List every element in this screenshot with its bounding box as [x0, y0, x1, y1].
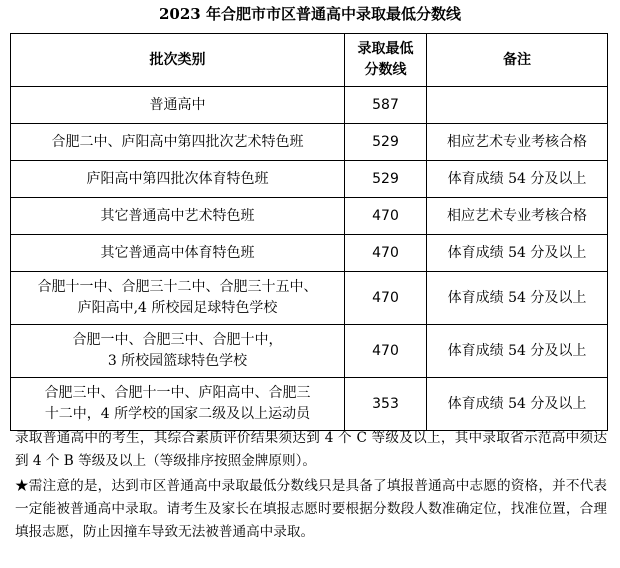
header-score: [345, 34, 427, 87]
score-cell: 353: [345, 378, 427, 431]
requirement-note: 录取普通高中的考生，其综合素质评价结果须达到 4 个 C 等级及以上，其中录取省示范高中须达到 4 个 B 等级及以上（等级排序按照金牌原则）。: [15, 430, 607, 469]
note-cell: 体育成绩 54 分及以上: [427, 235, 608, 272]
table-body: [11, 87, 608, 431]
notes-section: [15, 427, 607, 544]
category-line: 十二中，4 所学校的国家二级及以上运动员: [44, 406, 311, 422]
document-title: 2023 年合肥市市区普通高中录取最低分数线: [159, 5, 461, 23]
category-cell: [11, 235, 345, 272]
table-row: [11, 198, 608, 235]
category-line: 合肥二中、庐阳高中第四批次艺术特色班: [51, 133, 304, 150]
category-line: 其它普通高中体育特色班: [100, 244, 255, 261]
category-cell: [11, 198, 345, 235]
category-line: 其它普通高中艺术特色班: [100, 207, 255, 224]
table-row: [11, 378, 608, 431]
score-cell: 529: [345, 124, 427, 161]
category-line: 普通高中: [149, 96, 206, 113]
category-line: 庐阳高中,4 所校园足球特色学校: [77, 300, 278, 316]
category-line: 合肥十一中、合肥三十二中、合肥三十五中、: [37, 279, 318, 295]
table-row: [11, 272, 608, 325]
note-cell: 相应艺术专业考核合格: [427, 124, 608, 161]
category-line: 3 所校园篮球特色学校: [107, 353, 248, 369]
table-row: [11, 124, 608, 161]
score-cell: 470: [345, 272, 427, 325]
table-row: [11, 161, 608, 198]
note-cell: 体育成绩 54 分及以上: [427, 272, 608, 325]
category-cell: [11, 325, 345, 378]
note-cell: 相应艺术专业考核合格: [427, 198, 608, 235]
score-cell: 470: [345, 198, 427, 235]
warning-note: ★需注意的是，达到市区普通高中录取最低分数线只是具备了填报普通高中志愿的资格，并不代表一定能被普通高中录取。请考生及家长在填报志愿时要根据分数段人数准确定位，找准位置，合理填报志愿，防止因撞车导致无法被普通高中录取。: [15, 478, 607, 540]
category-cell: [11, 378, 345, 431]
category-line: 合肥三中、合肥十一中、庐阳高中、合肥三: [44, 385, 311, 401]
table-header-row: [11, 34, 608, 87]
note-cell: 体育成绩 54 分及以上: [427, 325, 608, 378]
category-cell: [11, 87, 345, 124]
category-cell: [11, 272, 345, 325]
score-cell: 529: [345, 161, 427, 198]
category-line: 合肥一中、合肥三中、合肥十中，: [72, 332, 283, 348]
header-note: 备注: [427, 34, 608, 87]
note-cell: 体育成绩 54 分及以上: [427, 378, 608, 431]
table-row: [11, 325, 608, 378]
score-cell: 470: [345, 235, 427, 272]
header-score-label: 录取最低分数线: [357, 41, 414, 78]
score-cell: 587: [345, 87, 427, 124]
note-cell: 体育成绩 54 分及以上: [427, 161, 608, 198]
admission-score-table: [10, 33, 608, 431]
note-cell: [427, 87, 608, 124]
header-category: 批次类别: [11, 34, 345, 87]
category-line: 庐阳高中第四批次体育特色班: [86, 170, 269, 187]
category-cell: [11, 161, 345, 198]
table-row: [11, 235, 608, 272]
score-cell: 470: [345, 325, 427, 378]
table-row: [11, 87, 608, 124]
category-cell: [11, 124, 345, 161]
